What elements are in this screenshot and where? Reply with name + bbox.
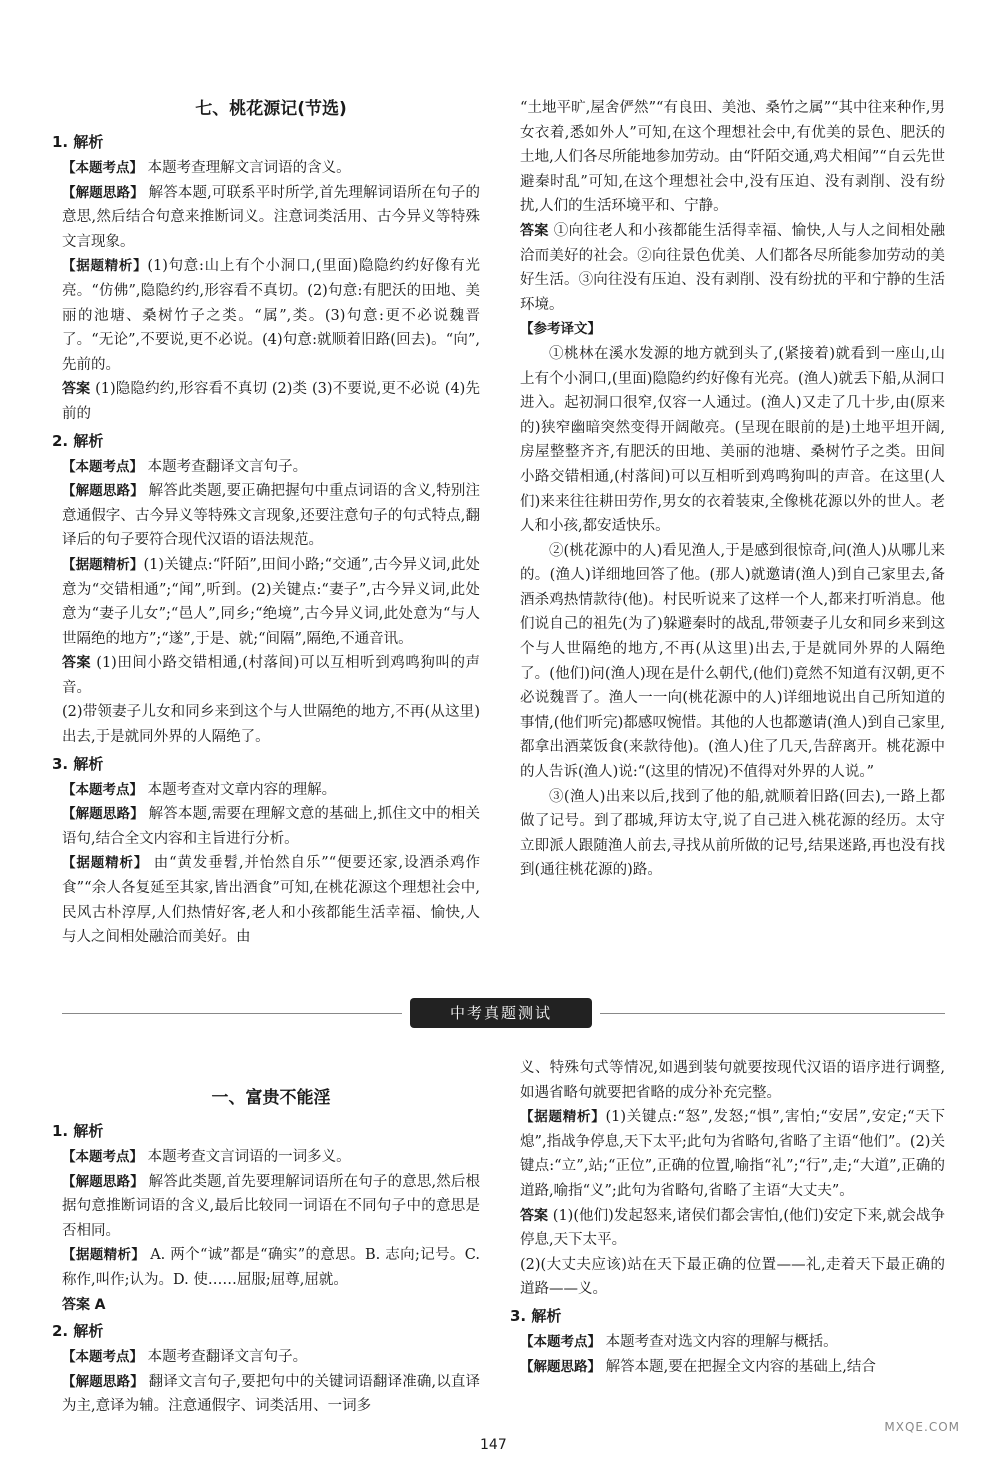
q1-key-point: 【本题考点】 本题考查理解文言词语的含义。 [62,160,351,176]
q3-key-point: 【本题考点】 本题考查对文章内容的理解。 [62,781,337,798]
b2-answer: 答案 (1)(他们)发起怒来,诸侯们都会害怕,(他们)安定下来,就会战争停息,天下太平。 [520,1207,945,1249]
b2-key-point: 【本题考点】 本题考查翻译文言句子。 [62,1349,308,1366]
q1-answer: 答案 (1)隐隐约约,形容看不真切 (2)类 (3)不要说,更不必说 (4)先前的 [62,381,480,422]
translation-label: 【参考译文】 [520,321,601,338]
section-title-fugui: 一、富贵不能淫 [211,1088,331,1108]
q1-solution: 【解题思路】 解答本题,可联系平时所学,首先理解词语所在句子的意思,然后结合句意来推断词义。注意词类活用、古今异义等特殊文言现象。 [62,184,481,250]
question-3-heading: 3. 解析 [52,754,104,773]
b2-analysis: 【据题精析】(1)关键点:“怒”,发怒;“惧”,害怕;“安居”,安定;“天下熄”,指战争停息,天下太平;此句为省略句,省略了主语“他们”。(2)关键点:“立”,站;“正位”,正确的位置,喻指“礼”;“行”,走;“大道”,正确的道路,喻指“义”;此句为省略句,省略了主语“大丈夫”。 [520,1109,946,1199]
b3-solution: 【解题思路】 解答本题,要在把握全文内容的基础上,结合 [520,1358,876,1375]
translation-paragraph-3: ③(渔人)出来以后,找到了他的船,就顺着旧路(回去),一路上都做了记号。到了郡城,拜访太守,说了自己进入桃花源的经历。太守立即派人跟随渔人前去,寻找从前所做的记号,结果迷路,再也没有找到(通往桃花源的)路。 [520,788,945,879]
b-question-1-heading: 1. 解析 [52,1122,104,1140]
b-question-2-heading: 2. 解析 [52,1322,104,1341]
b1-key-point: 【本题考点】 本题考查文言词语的一词多义。 [62,1149,351,1165]
banner-rule-left [62,1013,402,1014]
b-question-3-heading: 3. 解析 [510,1306,562,1325]
q1-analysis: 【据题精析】(1)句意:山上有个小洞口,(里面)隐隐约约好像有光亮。“仿佛”,隐隐约约,形容看不真切。(2)句意:有肥沃的田地、美丽的池塘、桑树竹子之类。“属”,类。(3)句意:更不必说魏晋了。“无论”,不要说,更不必说。(4)句意:就顺着旧路(回去)。“向”,先前的。 [62,258,480,373]
section-title-taohuayuan: 七、桃花源记(节选) [195,99,347,119]
label-key-point: 【本题考点】 [62,160,143,176]
b1-answer: 答案 A [62,1296,106,1313]
right-column-bottom [510,1056,946,1379]
q2-solution: 【解题思路】 解答此类题,要正确把握句中重点词语的含义,特别注意通假字、古今异义等特殊文言现象,还要注意句子的句式特点,翻译后的句子要符合现代汉语的语法规范。 [62,483,481,549]
b3-key-point: 【本题考点】 本题考查对选文内容的理解与概括。 [520,1333,838,1350]
q2-analysis: 【据题精析】(1)关键点:“阡陌”,田间小路;“交通”,古今异义词,此处意为“交错相通”;“闻”,听到。(2)关键点:“妻子”,古今异义词,此处意为“妻子儿女”;“邑人”,同乡;“绝境”,古今异义词,此处意为“与人世隔绝的地方”;“遂”,于是、就;“间隔”,隔绝,不通音讯。 [62,556,481,647]
b1-analysis: 【据题精析】 A. 两个“诚”都是“确实”的意思。B. 志向;记号。C. 称作,叫作;认为。D. 使……屈服;屈尊,屈就。 [62,1247,480,1288]
translation-paragraph-1: ①桃林在溪水发源的地方就到头了,(紧接着)就看到一座山,山上有个小洞口,(里面)隐隐约约好像有光亮。(渔人)就丢下船,从洞口进入。起初洞口很窄,仅容一人通过。(渔人)又走了几十步,由(原来的)狭窄幽暗突然变得开阔敞亮。(呈现在眼前的是)土地平坦开阔,房屋整整齐齐,有肥沃的田地、美丽的池塘、桑树竹子之类。田间小路交错相通,(村落间)可以互相听到鸡鸣狗叫的声音。在这里(人们)来来往往耕田劳作,男女的衣着装束,全像桃花源以外的世人。老人和小孩,都安适快乐。 [520,345,945,535]
translation-paragraph-2: ②(桃花源中的人)看见渔人,于是感到很惊奇,问(渔人)从哪儿来的。(渔人)详细地回答了他。(那人)就邀请(渔人)到自己家里去,备酒杀鸡热情款待(他)。村民听说来了这样一个人,都来打听消息。他们说自己的祖先(为了)躲避秦时的战乱,带领妻子儿女和同乡来到这个与人世隔绝的地方,不再(从这里)出去,于是就同外界的人隔绝了。(他们)问(渔人)现在是什么朝代,(他们)竟然不知道有汉朝,更不必说魏晋了。渔人一一向(桃花源中的人)详细地说出自己所知道的事情,(他们听完)都感叹惋惜。其他的人也都邀请(渔人)到自己家里,都拿出酒菜饭食(来款待他)。(渔人)住了几天,告辞离开。桃花源中的人告诉(渔人)说:“(这里的情况)不值得对外界的人说。” [520,542,945,781]
label-solution: 【解题思路】 [62,184,144,201]
question-2-heading: 2. 解析 [52,431,104,450]
q2-answer: 答案 (1)田间小路交错相通,(村落间)可以互相听到鸡鸣狗叫的声音。 [62,655,481,696]
left-column-bottom [52,1085,481,1419]
q3-answer: 答案 ①向往老人和小孩都能生活得幸福、愉快,人与人之间相处融洽而美好的社会。②向往景色优美、人们都各尽所能参加劳动的美好生活。③向往没有压迫、没有剥削、没有纷扰的平和宁静的生活环境。 [520,222,946,313]
banner-rule-right [600,1013,945,1014]
b2-solution-continued: 义、特殊句式等情况,如遇到装句就要按现代汉语的语序进行调整,如遇省略句就要把省略的成分补充完整。 [520,1060,945,1101]
label-analysis: 【据题精析】 [62,258,148,275]
watermark: MXQE.COM [884,1420,960,1434]
section-banner: 中考真题测试 [410,998,592,1028]
b2-answer-2: (2)(大丈夫应该)站在天下最正确的位置——礼,走着天下最正确的道路——义。 [520,1256,945,1298]
q3-solution: 【解题思路】 解答本题,需要在理解文意的基础上,抓住文中的相关语句,结合全文内容和主旨进行分析。 [62,806,481,847]
left-column-top [52,96,481,950]
q3-analysis-continued: “土地平旷,屋舍俨然”“有良田、美池、桑竹之属”“其中往来种作,男女衣着,悉如外人”可知,在这个理想社会中,有优美的景色、肥沃的土地,人们各尽所能地参加劳动。由“阡陌交通,鸡犬相闻”“自云先世避秦时乱”可知,在这个理想社会中,没有压迫、没有剥削、没有纷扰,人们的生活环境平和、宁静。 [520,100,945,215]
q2-key-point: 【本题考点】 本题考查翻译文言句子。 [62,458,308,475]
b1-solution: 【解题思路】 解答此类题,首先要理解词语所在句子的意思,然后根据句意推断词语的含义,最后比较同一词语在不同句子中的意思是否相同。 [62,1173,481,1239]
b2-solution: 【解题思路】 翻译文言句子,要把句中的关键词语翻译准确,以直译为主,意译为辅。注意通假字、词类活用、一词多 [62,1373,481,1415]
label-answer: 答案 [62,381,91,398]
question-1-heading: 1. 解析 [52,133,104,151]
q3-analysis: 【据题精析】 由“黄发垂髫,并怡然自乐”“便要还家,设酒杀鸡作食”“余人各复延至其家,皆出酒食”可知,在桃花源这个理想社会中,民风古朴淳厚,人们热情好客,老人和小孩都能生活幸福、愉快,人与人之间相处融洽而美好。由 [62,855,481,946]
page-number: 147 [480,1437,507,1453]
q2-answer-2: (2)带领妻子儿女和同乡来到这个与人世隔绝的地方,不再(从这里)出去,于是就同外界的人隔绝了。 [62,704,480,746]
right-column-top [520,96,945,883]
